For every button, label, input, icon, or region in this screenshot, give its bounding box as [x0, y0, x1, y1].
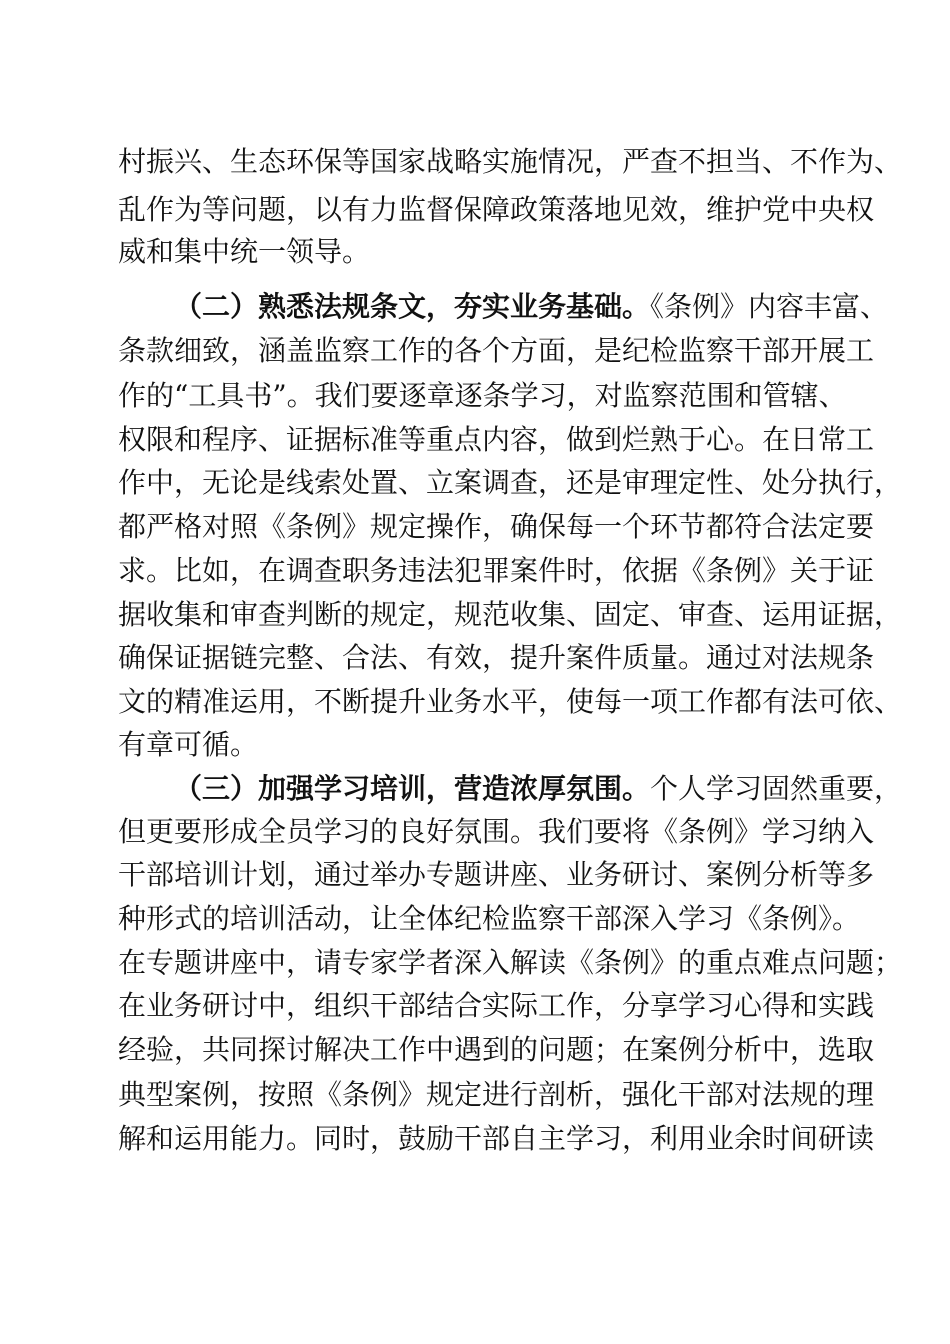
- section-heading: （二）熟悉法规条文，夯实业务基础。: [174, 290, 651, 323]
- text-line: 都严格对照《条例》规定操作，确保每一个环节都符合法定要: [118, 510, 875, 543]
- text-line: 作中，无论是线索处置、立案调查，还是审理定性、处分执行，: [118, 466, 903, 499]
- text-line: 求。比如，在调查职务违法犯罪案件时，依据《条例》关于证: [118, 554, 875, 587]
- text-run: 个人学习固然重要，: [650, 772, 903, 805]
- text-line: 确保证据链完整、合法、有效，提升案件质量。通过对法规条: [118, 641, 875, 674]
- paragraph-first-line: [174, 769, 903, 809]
- text-line: 经验，共同探讨解决工作中遇到的问题；在案例分析中，选取: [118, 1033, 875, 1066]
- text-line: 典型案例，按照《条例》规定进行剖析，强化干部对法规的理: [118, 1078, 875, 1111]
- text-line: 文的精准运用，不断提升业务水平，使每一项工作都有法可依、: [118, 685, 903, 718]
- text-line: 种形式的培训活动，让全体纪检监察干部深入学习《条例》。: [118, 902, 861, 935]
- text-line: 干部培训计划，通过举办专题讲座、业务研讨、案例分析等多: [118, 858, 875, 891]
- text-line: 威和集中统一领导。: [118, 235, 371, 268]
- text-line: 解和运用能力。同时，鼓励干部自主学习，利用业余时间研读: [118, 1122, 875, 1155]
- paragraph-first-line: [174, 287, 889, 327]
- text-line: 但更要形成全员学习的良好氛围。我们要将《条例》学习纳入: [118, 815, 875, 848]
- text-line: 在业务研讨中，组织干部结合实际工作，分享学习心得和实践: [118, 989, 875, 1022]
- text-line: 据收集和审查判断的规定，规范收集、固定、审查、运用证据，: [118, 598, 903, 631]
- text-run: 《条例》内容丰富、: [650, 290, 889, 323]
- text-line: 村振兴、生态环保等国家战略实施情况，严查不担当、不作为、: [118, 145, 903, 178]
- text-line: 有章可循。: [118, 728, 259, 761]
- text-line: 作的“工具书”。我们要逐章逐条学习，对监察范围和管辖、: [118, 379, 847, 412]
- text-line: 权限和程序、证据标准等重点内容，做到烂熟于心。在日常工: [118, 423, 875, 456]
- text-line: 在专题讲座中，请专家学者深入解读《条例》的重点难点问题；: [118, 946, 903, 979]
- text-line: 乱作为等问题，以有力监督保障政策落地见效，维护党中央权: [118, 193, 875, 226]
- text-line: 条款细致，涵盖监察工作的各个方面，是纪检监察干部开展工: [118, 334, 875, 367]
- section-heading: （三）加强学习培训，营造浓厚氛围。: [174, 772, 651, 805]
